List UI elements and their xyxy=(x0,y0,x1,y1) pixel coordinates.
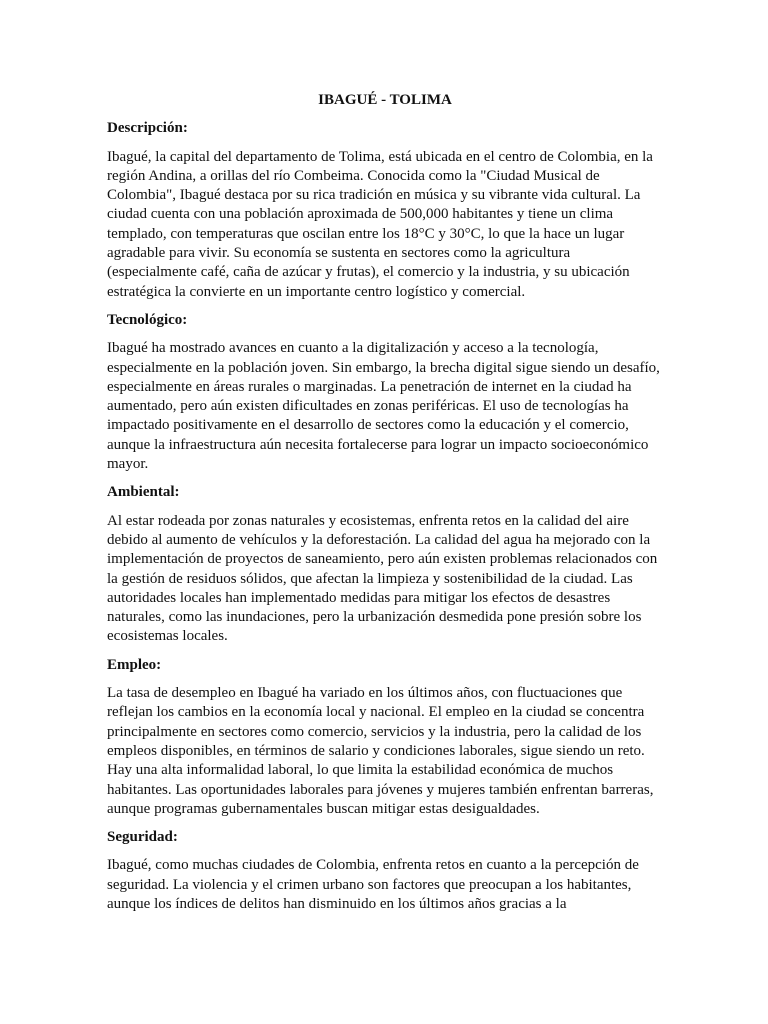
document-page xyxy=(107,88,663,923)
section-body: Ibagué, la capital del departamento de Tolima, está ubicada en el centro de Colombia, en la región Andina, a orillas del río Combeima. Conocida como la "Ciudad Musical de Colombia", Ibagué destaca por su rica tradición en música y su vibrante vida cultural. La ciudad cuenta con una población aproximada de 500,000 habitantes y tiene un clima templado, con temperaturas que oscilan entre los 18°C y 30°C, lo que la hace un lugar agradable para vivir. Su economía se sustenta en sectores como la agricultura (especialmente café, caña de azúcar y frutas), el comercio y la industria, y su ubicación estratégica la convierte en un importante centro logístico y comercial. xyxy=(107,148,653,300)
section-heading: Empleo: xyxy=(107,656,162,673)
section-body: Ibagué ha mostrado avances en cuanto a la digitalización y acceso a la tecnología, especialmente en la población joven. Sin embargo, la brecha digital sigue siendo un desafío, especialmente en áreas rurales o marginadas. La penetración de internet en la ciudad ha aumentado, pero aún existen dificultades en zonas periféricas. El uso de tecnologías ha impactado positivamente en el desarrollo de sectores como la educación y el comercio, aunque la infraestructura aún necesita fortalecerse para lograr un impacto socioeconómico mayor. xyxy=(107,340,660,473)
section-body: La tasa de desempleo en Ibagué ha variado en los últimos años, con fluctuaciones que reflejan los cambios en la economía local y nacional. El empleo en la ciudad se concentra principalmente en sectores como comercio, servicios y la industria, pero la calidad de los empleos disponibles, en términos de salario y condiciones laborales, sigue siendo un reto. Hay una alta informalidad laboral, lo que limita la estabilidad económica de muchos habitantes. Las oportunidades laborales para jóvenes y mujeres también enfrentan barreras, aunque programas gubernamentales buscan mitigar estas desigualdades. xyxy=(107,685,654,817)
section-heading: Seguridad: xyxy=(107,829,178,846)
section-heading: Tecnológico: xyxy=(107,311,188,328)
section-seguridad xyxy=(107,828,663,914)
section-heading: Descripción: xyxy=(107,120,188,137)
section-heading: Ambiental: xyxy=(107,484,180,501)
section-empleo xyxy=(107,656,663,819)
section-descripcion xyxy=(107,119,663,302)
section-ambiental xyxy=(107,483,663,646)
section-body: Ibagué, como muchas ciudades de Colombia, enfrenta retos en cuanto a la percepción de seguridad. La violencia y el crimen urbano son factores que preocupan a los habitantes, aunque los índices de delitos han disminuido en los últimos años gracias a la xyxy=(107,857,639,912)
section-tecnologico xyxy=(107,311,663,474)
section-body: Al estar rodeada por zonas naturales y ecosistemas, enfrenta retos en la calidad del aire debido al aumento de vehículos y la deforestación. La calidad del agua ha mejorado con la implementación de proyectos de saneamiento, pero aún existen problemas relacionados con la gestión de residuos sólidos, que afectan la limpieza y sostenibilidad de la ciudad. Las autoridades locales han implementado medidas para mitigar los efectos de desastres naturales, como las inundaciones, pero la urbanización desmedida pone presión sobre los ecosistemas locales. xyxy=(107,512,658,645)
document-title: IBAGUÉ - TOLIMA xyxy=(318,92,452,108)
